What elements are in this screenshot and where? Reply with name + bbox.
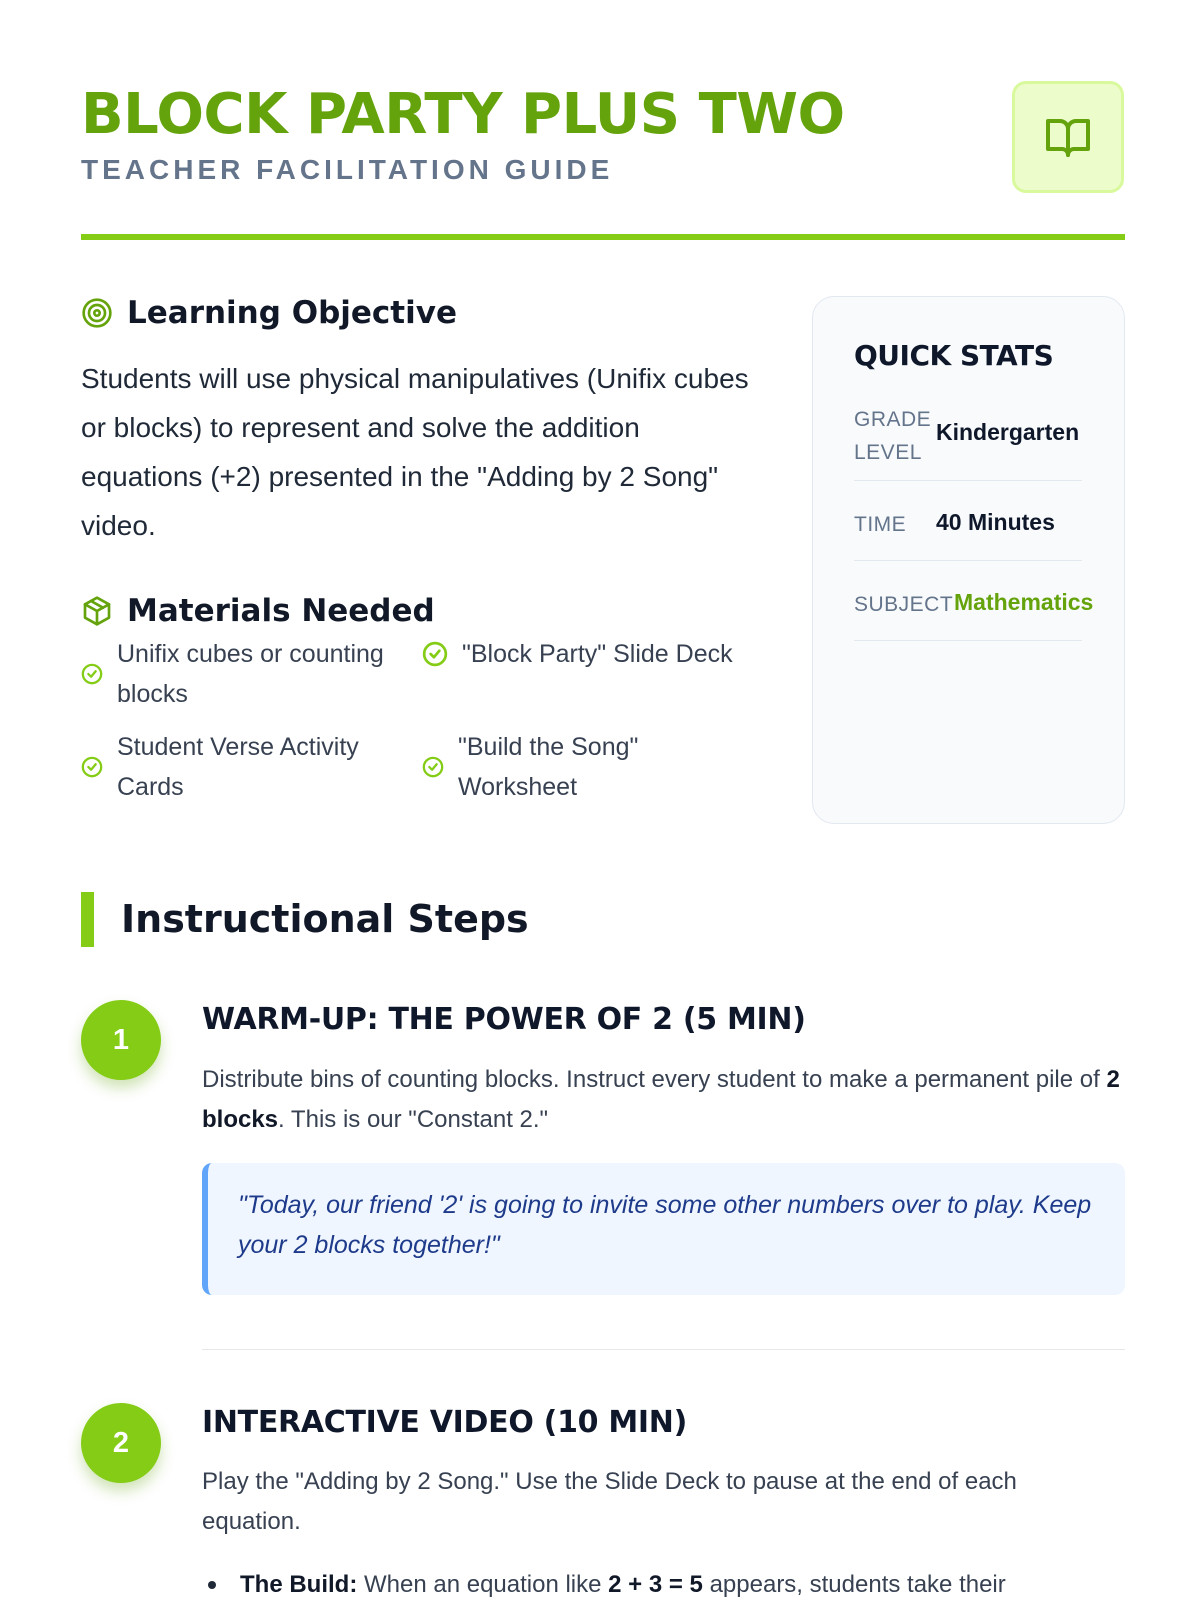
stat-row-subject [854,561,1094,641]
material-item [422,634,752,674]
material-label: "Build the Song" Worksheet [458,733,639,801]
page-title: BLOCK PARTY PLUS TWO [81,82,845,147]
stat-value: Kindergarten [936,419,1080,445]
objective-text: Students will use physical manipulatives (Unifix cubes or blocks) to represent and solve the addition equations (+2) presented in the "Adding by 2 Song" video. [81,363,749,541]
header-divider [81,234,1125,240]
check-circle-icon [81,756,103,778]
package-icon [81,595,113,627]
bullet-label: The Build: [240,1571,358,1598]
objective-heading [81,295,457,331]
material-item [81,727,407,807]
quick-stats-card [812,296,1125,824]
stat-label: SUBJECT [854,593,954,616]
objective-heading-label: Learning Objective [127,295,457,331]
bullet-equation: 2 + 3 = 5 [608,1571,703,1598]
bullet-text-part: When an equation like [357,1571,609,1598]
facilitation-guide-page [81,0,1125,1598]
stat-row-grade [854,403,1082,481]
bullet-dot [208,1581,216,1589]
step-text-part: Distribute bins of counting blocks. Instruct every student to make a permanent pile of [202,1066,1107,1093]
materials-heading [81,593,435,629]
book-badge [1012,81,1124,193]
material-label: Student Verse Activity Cards [117,733,359,801]
page-subtitle: TEACHER FACILITATION GUIDE [81,154,614,185]
step-divider [202,1349,1125,1350]
materials-heading-label: Materials Needed [127,593,435,629]
guide-header [81,0,1125,240]
step-text-emphasis: 2 blocks [202,1066,1120,1133]
check-circle-icon [422,756,444,778]
quick-stats-title: QUICK STATS [854,339,1054,372]
stat-value: 40 Minutes [936,509,1055,535]
target-icon [81,297,113,329]
step-bullet-item [202,1565,1125,1600]
step-number-badge: 1 [81,1000,161,1080]
step-description [202,1060,1122,1140]
instructional-heading: Instructional Steps [121,897,529,941]
stat-value: Mathematics [954,589,1094,615]
section-accent-bar [81,892,94,947]
step-title: INTERACTIVE VIDEO (10 MIN) [202,1405,688,1440]
material-label: Unifix cubes or counting blocks [117,640,384,708]
check-circle-icon [81,663,103,685]
book-open-icon [1042,113,1094,161]
material-item [81,634,407,714]
bullet-text [240,1565,1006,1600]
step-number-badge: 2 [81,1403,161,1483]
material-item [422,727,748,807]
check-circle-icon [422,641,448,667]
step-text-part: . This is our "Constant 2." [278,1106,549,1133]
material-label: "Block Party" Slide Deck [462,640,733,668]
bullet-text-part: appears, students take their [702,1571,1006,1598]
teacher-script-quote: "Today, our friend '2' is going to invite some other numbers over to play. Keep your 2 blocks together!" [202,1163,1125,1295]
stat-label: TIME [854,513,907,536]
stat-row-time [854,481,1082,561]
stat-label: GRADE LEVEL [854,408,932,464]
step-description: Play the "Adding by 2 Song." Use the Slide Deck to pause at the end of each equation. [202,1468,1017,1535]
step-title: WARM-UP: THE POWER OF 2 (5 MIN) [202,1002,806,1037]
